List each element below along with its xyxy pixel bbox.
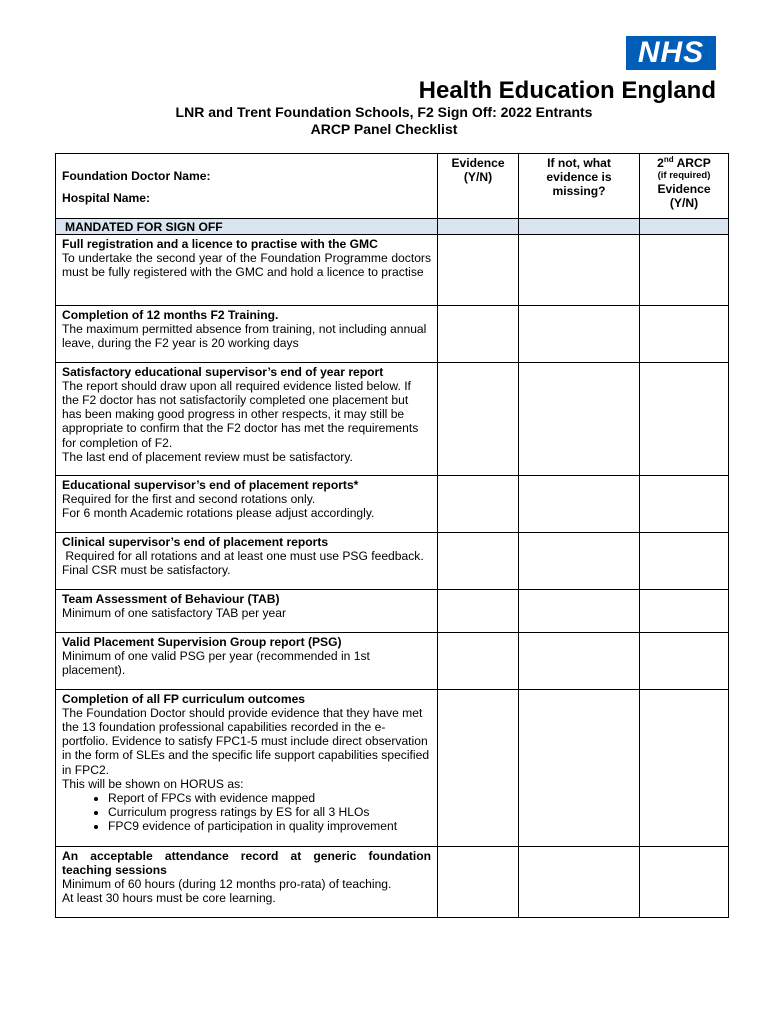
checklist-table [55, 153, 729, 918]
evidence-input-cell[interactable] [438, 306, 519, 363]
evidence-input-cell[interactable] [438, 235, 519, 306]
requirement-body: Minimum of one valid PSG per year (recommended in 1st placement). [62, 649, 370, 678]
missing-evidence-input-cell[interactable] [519, 235, 640, 306]
arcp-word: ARCP [673, 156, 711, 170]
arcp-evidence-label: Evidence [657, 182, 711, 197]
requirement-title: Satisfactory educational supervisor’s end of year report [62, 365, 384, 380]
checklist-row [56, 847, 729, 918]
requirement-cell [56, 306, 438, 363]
requirement-title: An acceptable attendance record at generic foundation teaching sessions [62, 849, 431, 878]
section-heading-row [56, 219, 729, 235]
requirement-body: Minimum of 60 hours (during 12 months pro-rata) of teaching. [62, 877, 392, 892]
requirement-cell [56, 690, 438, 847]
arcp-evidence-input-cell[interactable] [640, 690, 729, 847]
arcp-number: 2 [657, 156, 664, 170]
requirement-cell [56, 235, 438, 306]
evidence-input-cell[interactable] [438, 363, 519, 476]
list-item: • Report of FPCs with evidence mapped [108, 791, 431, 805]
arcp-header-line1 [640, 156, 728, 170]
evidence-input-cell[interactable] [438, 690, 519, 847]
requirement-title: Full registration and a licence to practise with the GMC [62, 237, 378, 252]
missing-evidence-column-header [519, 154, 640, 219]
evidence-input-cell[interactable] [438, 476, 519, 533]
missing-evidence-input-cell[interactable] [519, 590, 640, 633]
second-arcp-column-header [640, 154, 729, 219]
evidence-column-header [438, 154, 519, 219]
missing-evidence-input-cell[interactable] [519, 476, 640, 533]
requirement-body: Required for all rotations and at least one must use PSG feedback. Final CSR must be satisfactory. [62, 549, 431, 578]
checklist-row [56, 363, 729, 476]
checklist-row [56, 690, 729, 847]
requirement-body-extra: The last end of placement review must be satisfactory. [62, 449, 353, 464]
requirement-cell [56, 533, 438, 590]
missing-header-line2: evidence is [546, 170, 612, 185]
requirement-body: The Foundation Doctor should provide evidence that they have met the 13 foundation professional capabilities recorded in the e-portfolio. Evidence to satisfy FPC1-5 must include direct observation in the form of SLEs and the specific life support capabilities specified in FPC2. [62, 706, 430, 777]
requirement-title: Educational supervisor’s end of placement reports* [62, 478, 359, 493]
requirement-body-extra: This will be shown on HORUS as: [62, 776, 244, 791]
organisation-name: Health Education England [418, 77, 716, 104]
requirement-body-extra: For 6 month Academic rotations please adjust accordingly. [62, 506, 375, 521]
missing-evidence-input-cell[interactable] [519, 306, 640, 363]
hospital-name-label: Hospital Name: [62, 191, 151, 206]
requirement-body: Minimum of one satisfactory TAB per year [62, 606, 287, 621]
checklist-row [56, 235, 729, 306]
requirement-cell [56, 633, 438, 690]
evidence-header-line1: Evidence [451, 156, 505, 170]
arcp-evidence-input-cell[interactable] [640, 363, 729, 476]
arcp-ordinal: nd [663, 154, 674, 164]
missing-evidence-input-cell[interactable] [519, 533, 640, 590]
arcp-evidence-input-cell[interactable] [640, 533, 729, 590]
missing-evidence-input-cell[interactable] [519, 847, 640, 918]
requirement-cell [56, 476, 438, 533]
arcp-yn-label: (Y/N) [669, 196, 699, 211]
table-header-row [56, 154, 729, 219]
list-item: • Curriculum progress ratings by ES for all 3 HLOs [108, 805, 431, 819]
doctor-details-cell [56, 154, 438, 219]
missing-header-line1: If not, what [547, 156, 611, 170]
evidence-input-cell[interactable] [438, 533, 519, 590]
requirement-body: Required for the first and second rotations only. [62, 492, 316, 507]
requirement-body-extra: At least 30 hours must be core learning. [62, 891, 276, 906]
arcp-evidence-input-cell[interactable] [640, 847, 729, 918]
arcp-evidence-input-cell[interactable] [640, 306, 729, 363]
requirement-body: To undertake the second year of the Foundation Programme doctors must be fully registered with the GMC and hold a licence to practise [62, 251, 431, 280]
evidence-header-line2: (Y/N) [463, 170, 493, 185]
missing-evidence-input-cell[interactable] [519, 363, 640, 476]
requirement-title: Completion of 12 months F2 Training. [62, 308, 279, 323]
evidence-cell [438, 219, 519, 235]
checklist-row [56, 476, 729, 533]
section-heading: MANDATED FOR SIGN OFF [56, 219, 438, 235]
requirement-title: Team Assessment of Behaviour (TAB) [62, 592, 280, 607]
requirement-cell [56, 363, 438, 476]
requirement-title: Completion of all FP curriculum outcomes [62, 692, 306, 707]
missing-evidence-input-cell[interactable] [519, 633, 640, 690]
requirement-body: The maximum permitted absence from training, not including annual leave, during the F2 year is 20 working days [62, 322, 427, 351]
missing-header-line3: missing? [552, 184, 606, 199]
checklist-row [56, 590, 729, 633]
requirement-title: Clinical supervisor’s end of placement reports [62, 535, 329, 550]
doctor-name-label: Foundation Doctor Name: [62, 169, 211, 183]
requirement-title: Valid Placement Supervision Group report (PSG) [62, 635, 342, 650]
missing-evidence-input-cell[interactable] [519, 690, 640, 847]
document-subtitle: ARCP Panel Checklist [310, 121, 458, 137]
arcp-evidence-input-cell[interactable] [640, 235, 729, 306]
missing-cell [519, 219, 640, 235]
requirement-cell [56, 590, 438, 633]
requirement-body: The report should draw upon all required evidence listed below. If the F2 doctor has not satisfactorily completed one placement but has been making good progress in other respects, it may still be appropriate to confirm that the F2 doctor has met the requirements for completion of F2. [62, 379, 419, 450]
nhs-logo: NHS [626, 36, 716, 70]
arcp-if-required: (if required) [657, 170, 711, 182]
checklist-row [56, 306, 729, 363]
evidence-input-cell[interactable] [438, 590, 519, 633]
checklist-row [56, 533, 729, 590]
list-item: • FPC9 evidence of participation in quality improvement [108, 819, 431, 833]
evidence-input-cell[interactable] [438, 633, 519, 690]
horus-evidence-list [62, 791, 431, 833]
document-title: LNR and Trent Foundation Schools, F2 Sign Off: 2022 Entrants [175, 104, 593, 120]
checklist-row [56, 633, 729, 690]
evidence-input-cell[interactable] [438, 847, 519, 918]
arcp-evidence-input-cell[interactable] [640, 476, 729, 533]
arcp-cell [640, 219, 729, 235]
arcp-evidence-input-cell[interactable] [640, 633, 729, 690]
arcp-evidence-input-cell[interactable] [640, 590, 729, 633]
requirement-cell [56, 847, 438, 918]
